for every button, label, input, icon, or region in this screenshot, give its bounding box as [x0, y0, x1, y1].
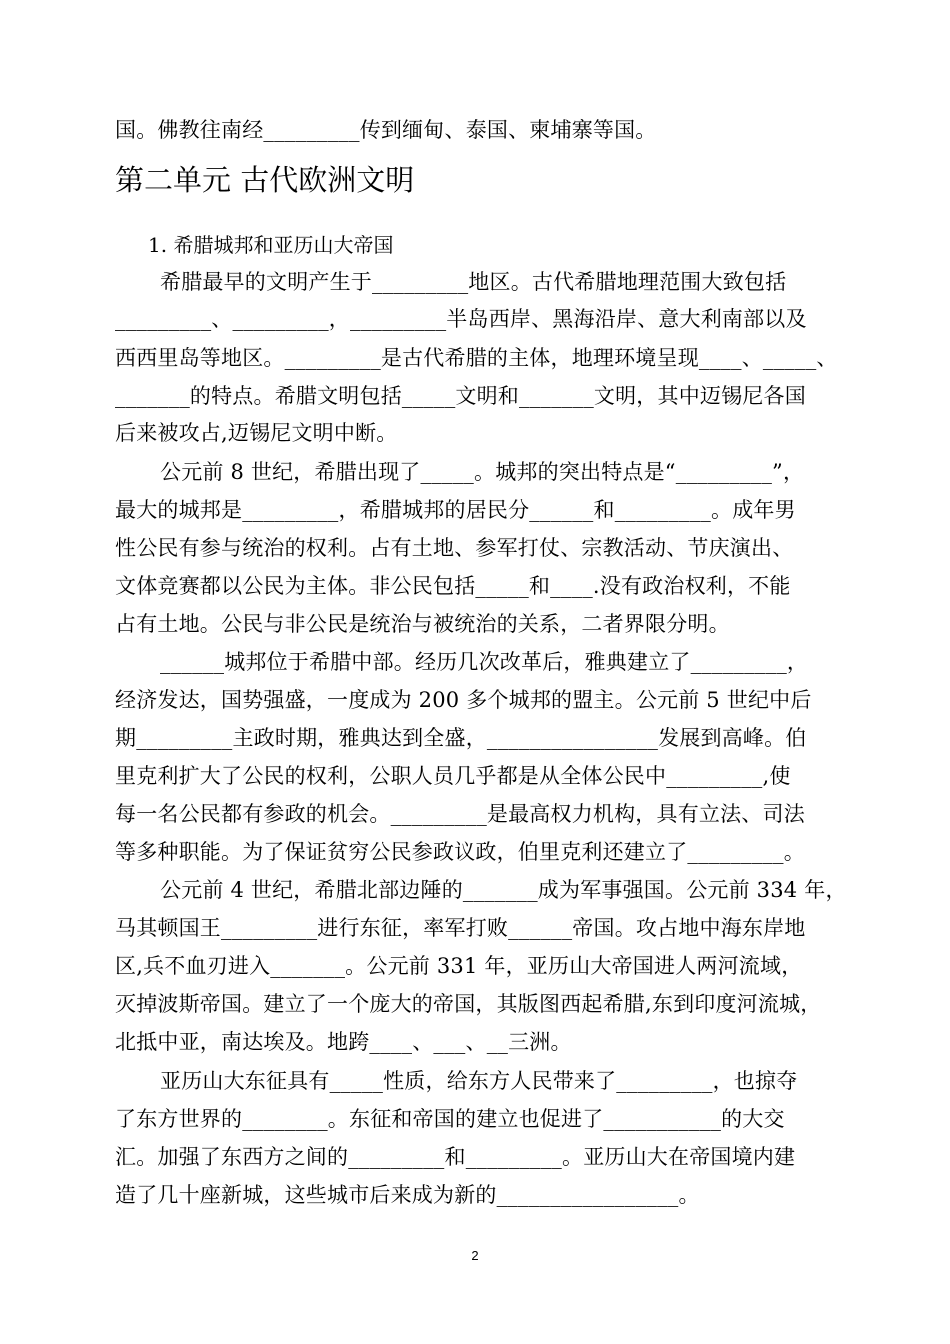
text-line: 马其顿国王_________进行东征，率军打败______帝国。攻占地中海东岸地: [115, 916, 806, 940]
text-line: _______的特点。希腊文明包括_____文明和_______文明，其中迈锡尼各国: [115, 384, 806, 408]
text-line: 亚历山大东征具有_____性质，给东方人民带来了_________，也掠夺: [160, 1069, 798, 1093]
text-line: 里克利扩大了公民的权利，公职人员几乎都是从全体公民中_________,使: [115, 764, 791, 788]
text-line: ______城邦位于希腊中部。经历几次改革后，雅典建立了_________，: [160, 650, 809, 674]
text-line: 区,兵不血刃进入_______。公元前 331 年，亚历山大帝国进人两河流域，: [115, 954, 803, 978]
text-line: 北抵中亚，南达埃及。地跨____、___、__三洲。: [115, 1030, 572, 1054]
text-line: _________、_________，_________半岛西岸、黑海沿岸、意大利南部以及: [115, 307, 807, 331]
text-line: 灭掉波斯帝国。建立了一个庞大的帝国，其版图西起希腊,东到印度河流城，: [115, 992, 822, 1016]
text-line: 国。佛教往南经_________传到缅甸、泰国、柬埔寨等国。: [115, 118, 657, 142]
text-line: 占有土地。公民与非公民是统治与被统治的关系，二者界限分明。: [115, 612, 730, 636]
text-line: 西西里岛等地区。_________是古代希腊的主体，地理环境呈现____、_____、: [115, 346, 838, 370]
unit-heading: 第二单元 古代欧洲文明: [115, 163, 415, 197]
text-line: 公元前 8 世纪，希腊出现了_____。城邦的突出特点是“_________”，: [160, 460, 805, 484]
text-line: 性公民有参与统治的权利。占有土地、参军打仗、宗教活动、节庆演出、: [115, 536, 794, 560]
text-line: 每一名公民都有参政的机会。_________是最高权力机构，具有立法、司法: [115, 802, 805, 826]
text-line: 了东方世界的________。东征和帝国的建立也促进了___________的大交: [115, 1107, 785, 1131]
text-line: 期_________主政时期，雅典达到全盛，________________发展到高峰。伯: [115, 726, 807, 750]
page-number: 2: [471, 1248, 479, 1263]
text-line: 文体竞赛都以公民为主体。非公民包括_____和____.没有政治权利，不能: [115, 574, 791, 598]
text-line: 造了几十座新城，这些城市后来成为新的_________________。: [115, 1183, 700, 1207]
section-title: 1. 希腊城邦和亚历山大帝国: [148, 233, 394, 257]
text-line: 希腊最早的文明产生于_________地区。古代希腊地理范围大致包括: [160, 270, 787, 294]
text-line: 后来被攻占,迈锡尼文明中断。: [115, 421, 398, 445]
text-line: 公元前 4 世纪，希腊北部边陲的_______成为军事强国。公元前 334 年，: [160, 878, 847, 902]
text-line: 最大的城邦是_________，希腊城邦的居民分______和_________。成年男: [115, 498, 796, 522]
text-line: 等多种职能。为了保证贫穷公民参政议政，伯里克利还建立了_________。: [115, 840, 805, 864]
text-line: 经济发达，国势强盛，一度成为 200 多个城邦的盟主。公元前 5 世纪中后: [115, 688, 812, 712]
text-line: 汇。加强了东西方之间的_________和_________。亚历山大在帝国境内建: [115, 1145, 796, 1169]
